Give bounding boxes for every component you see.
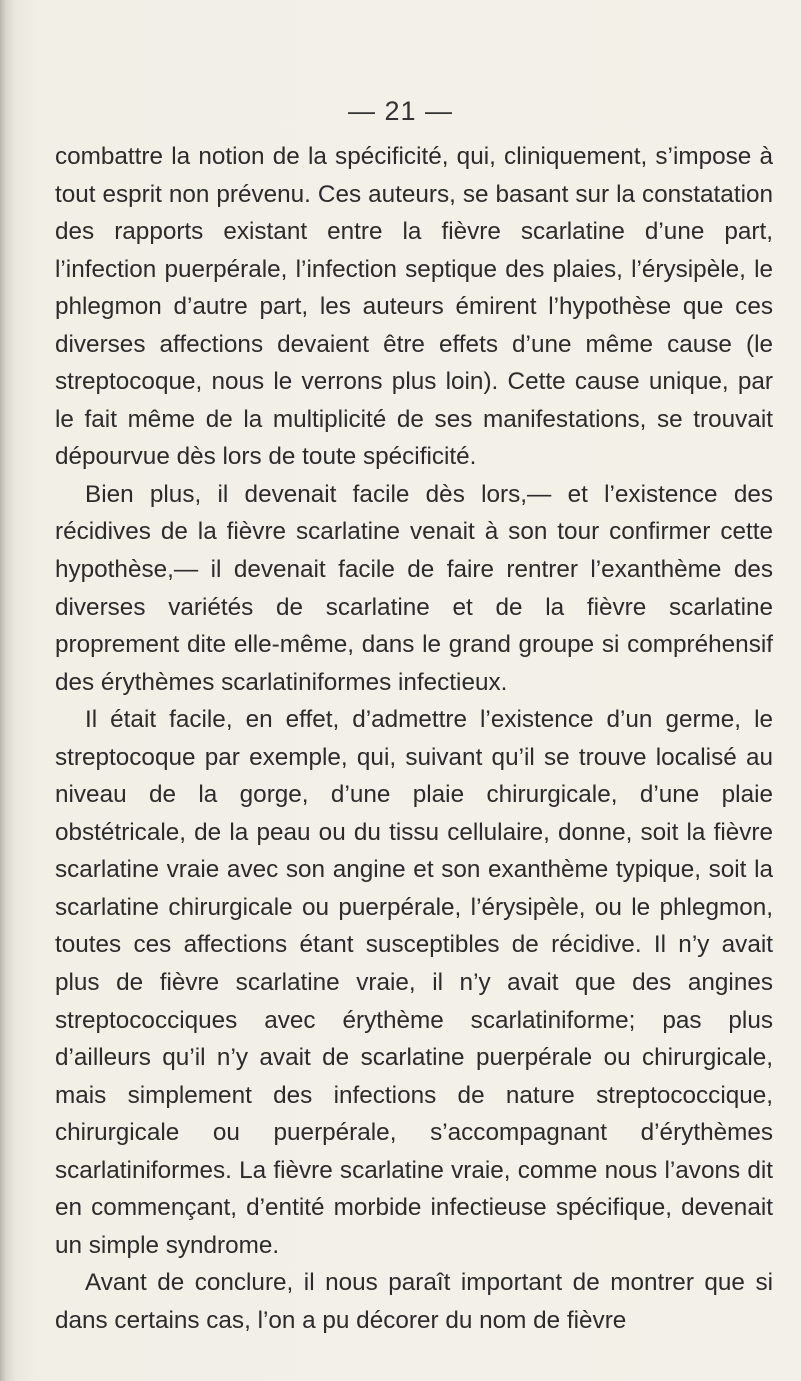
body-text: [55, 138, 773, 1340]
paragraph-2: Bien plus, il devenait facile dès lors,— et l’existence des récidives de la fièvre scarlatine venait à son tour confirmer cette hypothèse,— il devenait facile de faire rentrer l’exanthème des diverses variétés de scarlatine et de la fièvre scarlatine proprement dite elle-même, dans le grand groupe si compréhensif des érythèmes scarlatiniformes infectieux.: [55, 480, 773, 696]
paragraph-4: Avant de conclure, il nous paraît important de montrer que si dans certains cas, l’on a pu décorer du nom de fièvre: [55, 1269, 773, 1334]
paragraph-3: Il était facile, en effet, d’admettre l’existence d’un germe, le streptocoque par exemple, qui, suivant qu’il se trouve localisé au niveau de la gorge, d’une plaie chirurgicale, d’une plaie obstétricale, de la peau ou du tissu cellulaire, donne, soit la fièvre scarlatine vraie avec son angine et son exanthème typique, soit la scarlatine chirurgicale ou puerpérale, l’érysipèle, ou le phlegmon, toutes ces affections étant susceptibles de récidive. Il n’y avait plus de fièvre scarlatine vraie, il n’y avait que des angines streptococciques avec érythème scarlatiniforme; pas plus d’ailleurs qu’il n’y avait de scarlatine puerpérale ou chirurgicale, mais simplement des infections de nature streptococcique, chirurgicale ou puerpérale, s’accompagnant d’érythèmes scarlatiniformes. La fièvre scarlatine vraie, comme nous l’avons dit en commençant, d’entité morbide infectieuse spécifique, devenait un simple syndrome.: [55, 706, 773, 1259]
paragraph-1: combattre la notion de la spécificité, qui, cliniquement, s’impose à tout esprit non prévenu. Ces auteurs, se basant sur la constatation des rapports existant entre la fièvre scarlatine d’une part, l’infection puerpérale, l’infection septique des plaies, l’érysipèle, le phlegmon d’autre part, les auteurs émirent l’hypothèse que ces diverses affections devaient être effets d’une même cause (le streptocoque, nous le verrons plus loin). Cette cause unique, par le fait même de la multiplicité de ses manifestations, se trouvait dépourvue dès lors de toute spécificité.: [55, 143, 773, 471]
page-number: — 21 —: [347, 96, 454, 126]
